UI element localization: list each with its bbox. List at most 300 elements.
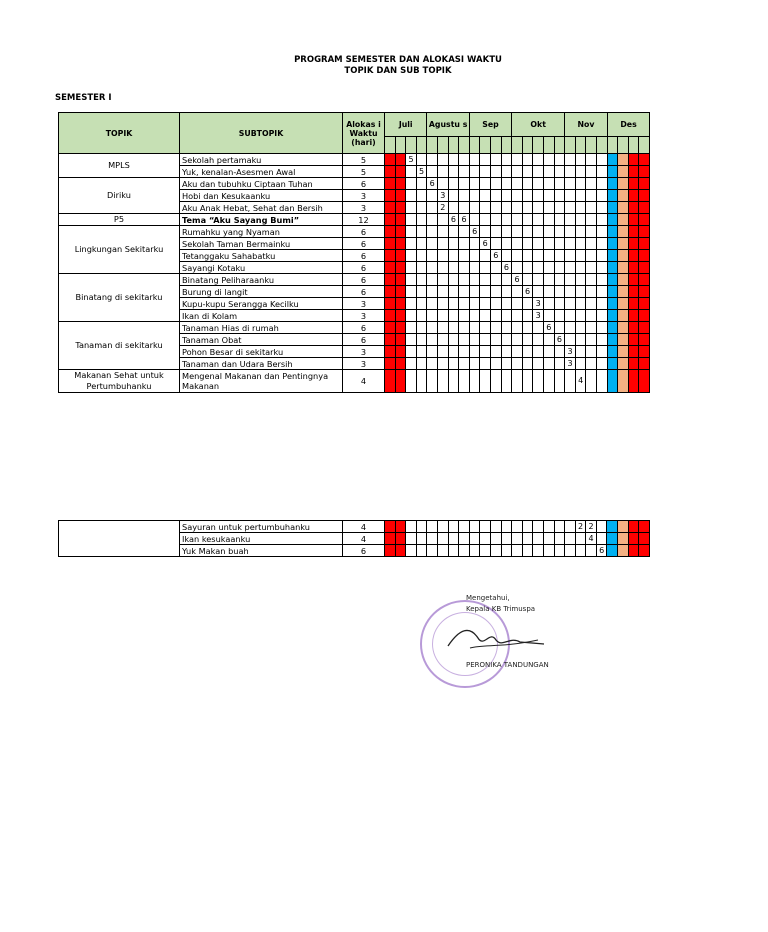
week-cell [607, 346, 618, 358]
table-row [59, 214, 650, 226]
week-cell [597, 238, 608, 250]
alokasi-cell: 3 [343, 202, 385, 214]
week-cell [416, 521, 427, 533]
week-cell [480, 545, 491, 557]
week-cell [628, 226, 639, 238]
week-cell [501, 370, 512, 393]
week-cell [586, 250, 597, 262]
week-cell [469, 533, 480, 545]
week-cell [395, 310, 406, 322]
week-cell [554, 262, 565, 274]
week-cell [639, 521, 650, 533]
week-cell [416, 298, 427, 310]
week-cell [522, 533, 533, 545]
week-cell [385, 214, 396, 226]
week-cell [385, 274, 396, 286]
week-cell [491, 202, 502, 214]
week-cell [522, 310, 533, 322]
week-cell [480, 250, 491, 262]
week-cell: 3 [565, 346, 576, 358]
week-cell [427, 334, 438, 346]
week-cell [533, 202, 544, 214]
week-cell [597, 358, 608, 370]
week-cell [565, 334, 576, 346]
week-cell [522, 358, 533, 370]
week-cell [533, 178, 544, 190]
week-cell [385, 262, 396, 274]
week-cell [639, 322, 650, 334]
week-cell [596, 521, 607, 533]
week-cell [543, 346, 554, 358]
week-header-cell [597, 137, 608, 154]
week-cell [406, 202, 417, 214]
week-cell [618, 521, 629, 533]
week-cell [554, 545, 565, 557]
week-cell [416, 190, 427, 202]
week-cell [448, 521, 459, 533]
week-cell: 3 [565, 358, 576, 370]
week-cell [512, 358, 523, 370]
week-cell [543, 521, 554, 533]
week-cell [448, 334, 459, 346]
week-cell [459, 298, 470, 310]
week-header-cell [565, 137, 576, 154]
week-cell [554, 358, 565, 370]
week-cell [554, 202, 565, 214]
week-cell [512, 202, 523, 214]
week-cell [469, 214, 480, 226]
week-cell [607, 154, 618, 166]
program-table [58, 112, 650, 393]
week-cell [512, 238, 523, 250]
week-cell [522, 346, 533, 358]
week-cell [586, 346, 597, 358]
week-cell [628, 238, 639, 250]
alokasi-cell: 3 [343, 358, 385, 370]
week-cell: 2 [575, 521, 586, 533]
week-cell [639, 250, 650, 262]
subtopik-cell: Rumahku yang Nyaman [180, 226, 343, 238]
topik-cell: Tanaman di sekitarku [59, 322, 180, 370]
week-cell [628, 262, 639, 274]
week-cell [490, 533, 501, 545]
week-cell [597, 166, 608, 178]
week-cell [437, 533, 448, 545]
week-cell [522, 262, 533, 274]
week-cell [628, 154, 639, 166]
week-cell [618, 226, 629, 238]
week-cell [522, 274, 533, 286]
header-topik: TOPIK [59, 113, 180, 154]
week-cell [395, 370, 406, 393]
week-cell [438, 262, 449, 274]
week-cell [491, 154, 502, 166]
week-cell [554, 274, 565, 286]
week-cell: 6 [596, 545, 607, 557]
week-cell [639, 154, 650, 166]
week-cell [491, 238, 502, 250]
week-cell [628, 274, 639, 286]
week-cell [438, 346, 449, 358]
week-cell [480, 202, 491, 214]
week-cell: 6 [522, 286, 533, 298]
week-cell [628, 250, 639, 262]
subtopik-cell: Pohon Besar di sekitarku [180, 346, 343, 358]
week-cell [618, 214, 629, 226]
week-cell [385, 298, 396, 310]
subtopik-cell: Hobi dan Kesukaanku [180, 190, 343, 202]
week-cell [533, 334, 544, 346]
alokasi-cell: 6 [343, 545, 385, 557]
week-cell [406, 166, 417, 178]
week-cell [575, 310, 586, 322]
week-cell [385, 310, 396, 322]
table-row [59, 178, 650, 190]
header-alokasi: Alokas i Waktu (hari) [343, 113, 385, 154]
week-cell [491, 178, 502, 190]
week-cell [469, 250, 480, 262]
week-cell [628, 358, 639, 370]
week-cell [565, 370, 576, 393]
week-cell [427, 322, 438, 334]
week-cell [618, 533, 629, 545]
week-cell: 6 [554, 334, 565, 346]
week-cell [586, 238, 597, 250]
week-cell [597, 334, 608, 346]
week-cell [427, 262, 438, 274]
week-cell [639, 226, 650, 238]
week-cell: 6 [480, 238, 491, 250]
week-cell [618, 545, 629, 557]
week-cell [448, 346, 459, 358]
week-cell [459, 310, 470, 322]
week-cell [512, 250, 523, 262]
week-header-cell [543, 137, 554, 154]
week-cell [597, 370, 608, 393]
week-cell: 2 [438, 202, 449, 214]
week-cell [480, 310, 491, 322]
week-cell: 6 [512, 274, 523, 286]
week-cell [639, 202, 650, 214]
week-cell [491, 214, 502, 226]
week-cell [512, 322, 523, 334]
week-header-cell [469, 137, 480, 154]
week-cell [385, 250, 396, 262]
week-header-cell [533, 137, 544, 154]
week-cell [491, 286, 502, 298]
week-cell [491, 262, 502, 274]
week-cell [575, 250, 586, 262]
week-cell [469, 322, 480, 334]
week-cell [554, 238, 565, 250]
alokasi-cell: 3 [343, 190, 385, 202]
week-cell [501, 190, 512, 202]
week-cell [480, 214, 491, 226]
week-cell [406, 358, 417, 370]
week-cell [522, 521, 533, 533]
week-cell [385, 166, 396, 178]
topik-cell: P5 [59, 214, 180, 226]
week-cell [469, 238, 480, 250]
table-row [59, 521, 650, 533]
week-cell [416, 214, 427, 226]
week-header-cell [639, 137, 650, 154]
week-cell [639, 545, 650, 557]
week-cell [533, 166, 544, 178]
week-cell [480, 370, 491, 393]
week-cell [480, 358, 491, 370]
week-cell [438, 214, 449, 226]
week-cell [618, 202, 629, 214]
week-cell [459, 533, 470, 545]
week-cell [501, 298, 512, 310]
week-cell [459, 166, 470, 178]
week-cell [406, 521, 417, 533]
week-cell [575, 190, 586, 202]
week-cell [575, 238, 586, 250]
week-cell [533, 545, 544, 557]
week-header-cell [385, 137, 396, 154]
week-cell: 6 [469, 226, 480, 238]
week-cell [448, 370, 459, 393]
week-cell: 6 [501, 262, 512, 274]
week-cell [438, 286, 449, 298]
week-cell [607, 322, 618, 334]
week-cell [416, 250, 427, 262]
week-header-cell [491, 137, 502, 154]
week-cell [406, 322, 417, 334]
week-cell [395, 214, 406, 226]
week-cell [501, 238, 512, 250]
week-header-cell [522, 137, 533, 154]
week-cell [597, 190, 608, 202]
week-cell [501, 286, 512, 298]
week-cell [554, 178, 565, 190]
week-cell [597, 154, 608, 166]
week-cell [491, 370, 502, 393]
sign-name: PERONIKA TANDUNGAN [466, 661, 549, 669]
week-cell [501, 533, 512, 545]
week-cell [427, 545, 438, 557]
week-cell [491, 190, 502, 202]
header-month: Okt [512, 113, 565, 137]
week-cell [543, 310, 554, 322]
week-cell [385, 154, 396, 166]
week-cell [501, 250, 512, 262]
week-cell [459, 358, 470, 370]
week-cell [469, 310, 480, 322]
week-cell [607, 190, 618, 202]
alokasi-cell: 4 [343, 533, 385, 545]
week-cell [448, 238, 459, 250]
week-cell [416, 274, 427, 286]
week-cell [501, 202, 512, 214]
week-cell [522, 545, 533, 557]
week-cell [427, 190, 438, 202]
week-cell [543, 238, 554, 250]
week-cell [628, 334, 639, 346]
alokasi-cell: 6 [343, 322, 385, 334]
week-cell [618, 238, 629, 250]
week-cell [416, 545, 427, 557]
week-cell [469, 346, 480, 358]
subtopik-cell: Kupu-kupu Serangga Kecilku [180, 298, 343, 310]
alokasi-cell: 3 [343, 310, 385, 322]
week-cell [395, 166, 406, 178]
week-cell [448, 262, 459, 274]
week-cell [416, 238, 427, 250]
week-cell [607, 226, 618, 238]
week-cell [543, 334, 554, 346]
week-cell [628, 322, 639, 334]
week-cell: 4 [586, 533, 597, 545]
week-cell [586, 545, 597, 557]
week-cell [639, 334, 650, 346]
week-cell [512, 310, 523, 322]
week-cell [639, 262, 650, 274]
table-row [59, 154, 650, 166]
week-cell [459, 238, 470, 250]
week-cell [512, 346, 523, 358]
week-cell [543, 214, 554, 226]
week-cell [543, 226, 554, 238]
week-cell [607, 370, 618, 393]
week-cell [522, 214, 533, 226]
week-cell [427, 370, 438, 393]
week-cell [543, 190, 554, 202]
week-cell [512, 226, 523, 238]
week-cell [438, 154, 449, 166]
week-cell [639, 298, 650, 310]
week-cell [628, 521, 639, 533]
week-cell [522, 226, 533, 238]
program-table-continued [58, 520, 650, 557]
week-cell [395, 274, 406, 286]
week-cell [618, 334, 629, 346]
week-cell [565, 274, 576, 286]
header-month: Nov [565, 113, 607, 137]
week-cell [491, 226, 502, 238]
week-cell [385, 190, 396, 202]
week-cell [491, 322, 502, 334]
week-cell [427, 521, 438, 533]
week-cell [427, 226, 438, 238]
week-cell [438, 166, 449, 178]
week-cell [586, 370, 597, 393]
week-cell [438, 238, 449, 250]
topik-cell: Lingkungan Sekitarku [59, 226, 180, 274]
week-cell [565, 521, 576, 533]
week-cell [459, 322, 470, 334]
week-cell [459, 286, 470, 298]
week-cell [438, 322, 449, 334]
week-cell [607, 358, 618, 370]
alokasi-cell: 5 [343, 154, 385, 166]
week-cell [586, 214, 597, 226]
week-cell [438, 358, 449, 370]
week-cell [565, 202, 576, 214]
week-cell [427, 310, 438, 322]
week-cell [597, 178, 608, 190]
sign-role: Kepala KB Trimuspa [466, 605, 536, 613]
alokasi-cell: 6 [343, 178, 385, 190]
week-cell [501, 226, 512, 238]
week-cell: 6 [491, 250, 502, 262]
week-cell [406, 250, 417, 262]
week-cell [395, 154, 406, 166]
week-cell [385, 533, 396, 545]
week-cell [607, 202, 618, 214]
signature-scribble [440, 618, 550, 658]
week-cell [586, 262, 597, 274]
week-cell [639, 214, 650, 226]
week-cell: 4 [575, 370, 586, 393]
week-cell [543, 202, 554, 214]
week-cell [501, 322, 512, 334]
week-cell [512, 521, 523, 533]
week-cell [618, 358, 629, 370]
week-cell [512, 166, 523, 178]
week-cell [618, 178, 629, 190]
week-cell [575, 154, 586, 166]
table-row [59, 370, 650, 393]
week-cell [385, 178, 396, 190]
week-cell [522, 166, 533, 178]
week-cell [416, 154, 427, 166]
week-cell [554, 250, 565, 262]
week-cell [512, 370, 523, 393]
week-cell [554, 521, 565, 533]
week-cell [586, 154, 597, 166]
week-cell [395, 190, 406, 202]
week-cell [416, 334, 427, 346]
week-cell [628, 190, 639, 202]
week-cell [385, 334, 396, 346]
week-cell [385, 370, 396, 393]
week-cell [618, 286, 629, 298]
week-cell [618, 250, 629, 262]
week-cell [565, 533, 576, 545]
week-cell [597, 262, 608, 274]
week-cell [618, 346, 629, 358]
week-cell [586, 226, 597, 238]
week-cell [586, 178, 597, 190]
week-cell [554, 322, 565, 334]
week-cell [639, 190, 650, 202]
week-cell [459, 226, 470, 238]
week-cell [480, 178, 491, 190]
header-month: Sep [469, 113, 511, 137]
week-cell [491, 310, 502, 322]
subtopik-cell: Yuk Makan buah [180, 545, 343, 557]
week-cell [639, 286, 650, 298]
week-cell [639, 310, 650, 322]
week-cell [448, 166, 459, 178]
week-cell [575, 346, 586, 358]
week-cell [533, 370, 544, 393]
week-cell [607, 238, 618, 250]
week-cell [469, 521, 480, 533]
week-header-cell [395, 137, 406, 154]
week-cell [395, 334, 406, 346]
week-cell [618, 262, 629, 274]
week-header-cell [438, 137, 449, 154]
week-header-cell [586, 137, 597, 154]
week-cell [554, 226, 565, 238]
week-cell [501, 154, 512, 166]
week-cell [427, 154, 438, 166]
week-cell [480, 286, 491, 298]
